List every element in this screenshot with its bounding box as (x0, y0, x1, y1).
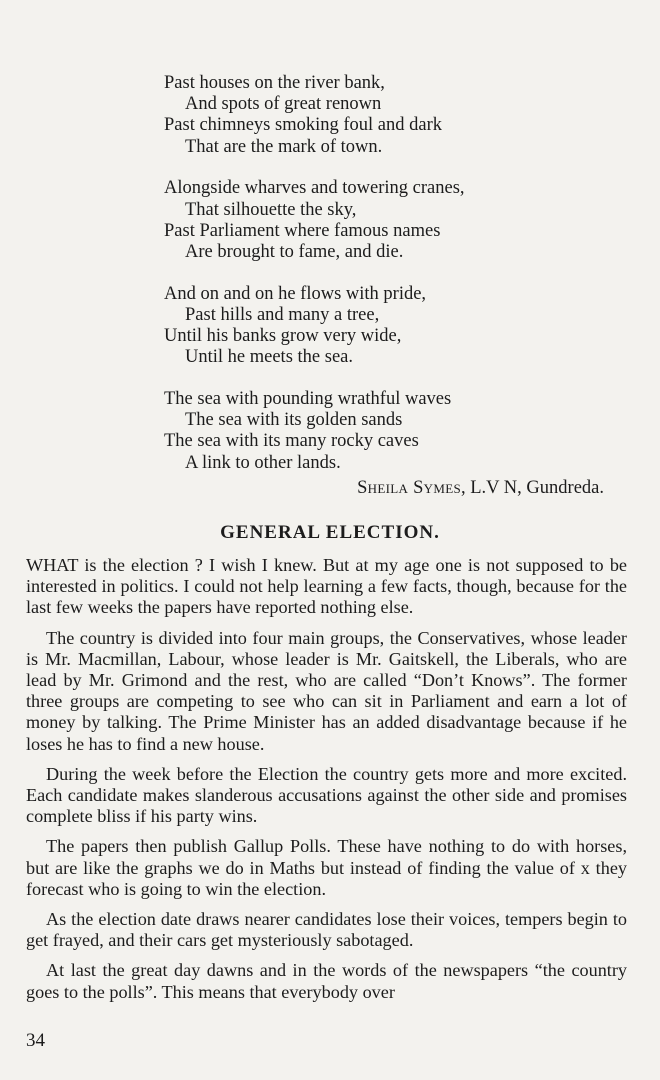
author-affiliation: , L.V N, Gundreda. (460, 478, 604, 498)
article-title: GENERAL ELECTION. (220, 522, 440, 543)
poem-line: Alongside wharves and towering cranes, (164, 178, 465, 199)
poem-stanza (164, 284, 624, 369)
article-paragraph: WHAT is the election ? I wish I knew. But at my age one is not supposed to be interested in politics. I could not help learning a few facts, though, because for the last few weeks the papers have reported nothing else. (26, 555, 627, 618)
page-number: 34 (26, 1030, 45, 1051)
article-paragraph: At last the great day dawns and in the words of the newspapers “the country goes to the polls”. This means that everybody over (26, 960, 627, 1002)
poem (164, 73, 624, 498)
author-name: Sheila Symes (357, 478, 461, 498)
poem-line: The sea with its golden sands (185, 410, 403, 431)
poem-line: The sea with pounding wrathful waves (164, 388, 452, 409)
poem-line: That silhouette the sky, (185, 199, 357, 220)
article-body (26, 555, 627, 1012)
article-paragraph: As the election date draws nearer candidates lose their voices, tempers begin to get frayed, and their cars get mysteriously sabotaged. (26, 909, 627, 951)
poem-line: Past hills and many a tree, (185, 304, 380, 325)
article-paragraph: The country is divided into four main groups, the Conservatives, whose leader is Mr. Macmillan, Labour, whose leader is Mr. Gaitskell, the Liberals, who are lead by Mr. Grimond and the rest, who are called “Don’t Knows”. The former three groups are competing to see who can sit in Parliament and earn a lot of money by talking. The Prime Minister has an added disadvantage because if he loses he has to find a new house. (26, 627, 627, 754)
poem-line: The sea with its many rocky caves (164, 431, 419, 452)
poem-line: Past chimneys smoking foul and dark (164, 115, 442, 136)
poem-stanza (164, 73, 624, 158)
poem-line: That are the mark of town. (185, 136, 383, 157)
poem-line: Until he meets the sea. (185, 347, 353, 368)
article-paragraph: During the week before the Election the country gets more and more excited. Each candidate makes slanderous accusations against the other side and promises complete bliss if his party wins. (26, 763, 627, 827)
article-paragraph: The papers then publish Gallup Polls. These have nothing to do with horses, but are like the graphs we do in Maths but instead of finding the value of x they forecast who is going to win the election. (26, 836, 627, 899)
poem-author-signature (164, 478, 604, 499)
poem-line: And spots of great renown (185, 94, 382, 115)
poem-line: And on and on he flows with pride, (164, 283, 427, 304)
poem-line: Are brought to fame, and die. (185, 241, 404, 262)
poem-line: A link to other lands. (185, 452, 341, 473)
poem-line: Past Parliament where famous names (164, 220, 441, 241)
poem-line: Until his banks grow very wide, (164, 326, 402, 347)
poem-stanza (164, 389, 624, 474)
poem-stanza (164, 178, 624, 263)
poem-line: Past houses on the river bank, (164, 73, 385, 93)
